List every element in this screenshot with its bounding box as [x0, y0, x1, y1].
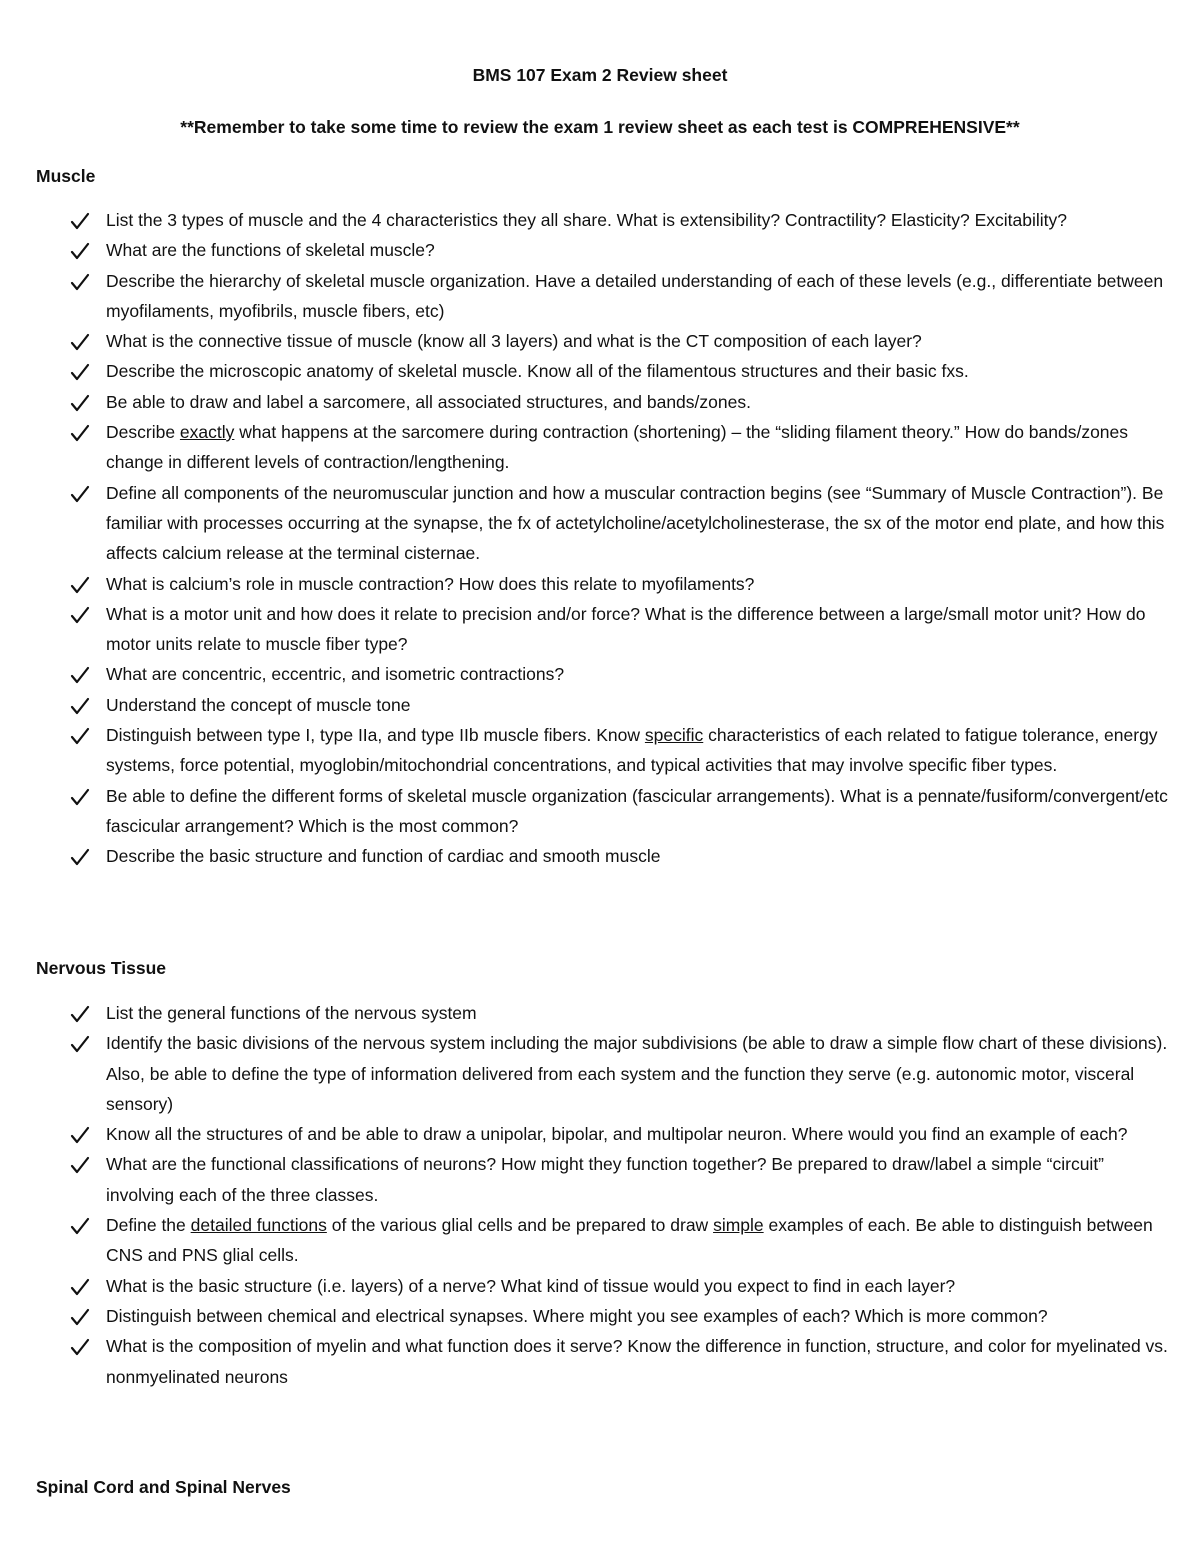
list-item-text: List the general functions of the nervous system	[106, 1003, 477, 1023]
checkmark-icon	[70, 720, 92, 750]
list-item-text: What are concentric, eccentric, and isometric contractions?	[106, 664, 565, 685]
list-item-text: Understand the concept of muscle tone	[106, 694, 411, 715]
checkmark-icon	[70, 326, 92, 356]
checkmark-icon	[70, 1301, 92, 1331]
list-item	[0, 1210, 1200, 1271]
list-item	[0, 659, 1200, 689]
list-item	[0, 1149, 1200, 1210]
list-item	[0, 266, 1200, 327]
list-item-text: What are the functional classifications of neurons? How might they function together? Be prepared to draw/label a simple “circuit” involving each of the three classes.	[106, 1154, 1105, 1205]
checkmark-icon	[70, 659, 92, 689]
list-item-text: What is a motor unit and how does it relate to precision and/or force? What is the difference between a large/small motor unit? How do motor units relate to muscle fiber type?	[106, 603, 1146, 655]
checkmark-icon	[70, 841, 92, 871]
emphasis-underline: simple	[713, 1215, 764, 1236]
emphasis-underline: exactly	[179, 422, 235, 443]
list-item-text: Identify the basic divisions of the nervous system including the major subdivisions (be able to draw a simple flow chart of these divisions). Also, be able to define the type of information delivered from each system and the function they serve (e.g. autonomic motor, visceral sensory)	[106, 1033, 1168, 1114]
emphasis-underline: detailed functions	[190, 1215, 327, 1236]
list-item	[0, 841, 1200, 871]
list-item	[0, 235, 1200, 265]
checkmark-icon	[70, 387, 92, 417]
list-item	[0, 690, 1200, 720]
checkmark-icon	[70, 1149, 92, 1179]
checkmark-icon	[70, 599, 92, 629]
page-title: BMS 107 Exam 2 Review sheet	[472, 65, 728, 85]
list-item-text: Describe the microscopic anatomy of skeletal muscle. Know all of the filamentous structures and their basic fxs.	[106, 361, 969, 382]
checkmark-icon	[70, 998, 92, 1028]
list-item	[0, 356, 1200, 386]
list-item	[0, 720, 1200, 781]
list-item-text: What is the basic structure (i.e. layers) of a nerve? What kind of tissue would you expect to find in each layer?	[106, 1275, 956, 1296]
section-heading-muscle: Muscle	[36, 166, 96, 186]
list-item-text: Describe the basic structure and function of cardiac and smooth muscle	[106, 846, 661, 867]
checkmark-icon	[70, 417, 92, 447]
page-subtitle: **Remember to take some time to review the exam 1 review sheet as each test is COMPREHENSIVE**	[180, 117, 1020, 137]
checkmark-icon	[70, 781, 92, 811]
list-item	[0, 205, 1200, 235]
list-item-text: Define all components of the neuromuscular junction and how a muscular contraction begins (see “Summary of Muscle Contraction”). Be familiar with processes occurring at the synapse, the fx of actetylcholine/acetylcholinesterase, the sx of the motor end plate, and how this affects calcium release at the terminal cisternae.	[106, 482, 1165, 564]
list-item	[0, 1119, 1200, 1149]
checkmark-icon	[70, 235, 92, 265]
list-item-text: Be able to define the different forms of skeletal muscle organization (fascicular arrangements). What is a pennate/fusiform/convergent/etc fascicular arrangement? Which is the most common?	[106, 785, 1168, 836]
section-heading-spinal-cord: Spinal Cord and Spinal Nerves	[36, 1477, 291, 1497]
list-item-text: Know all the structures of and be able to draw a unipolar, bipolar, and multipolar neuron. Where would you find an example of each?	[106, 1124, 1128, 1145]
list-item	[0, 1271, 1200, 1301]
list-item-text: List the 3 types of muscle and the 4 characteristics they all share. What is extensibility? Contractility? Elasticity? Excitability?	[106, 210, 1067, 230]
list-item	[0, 417, 1200, 478]
list-item-text-end: characteristics of each related to fatigue tolerance, energy systems, force potential, myoglobin/mitochondrial concentrations, and typical activities that may involve specific fiber types.	[106, 725, 1158, 776]
muscle-checklist	[0, 205, 1200, 872]
checkmark-icon	[70, 1119, 92, 1149]
checkmark-icon	[70, 690, 92, 720]
list-item	[0, 1331, 1200, 1392]
checkmark-icon	[70, 478, 92, 508]
list-item-text-start: Distinguish between type I, type IIa, and type IIb muscle fibers. Know	[106, 725, 645, 746]
list-item-text: What is calcium’s role in muscle contraction? How does this relate to myofilaments?	[106, 573, 755, 594]
checkmark-icon	[70, 1271, 92, 1301]
list-item	[0, 387, 1200, 417]
list-item-text-start: Define the	[106, 1215, 191, 1236]
list-item-text: What is the composition of myelin and what function does it serve? Know the difference in function, structure, and color for myelinated vs. nonmyelinated neurons	[106, 1336, 1168, 1387]
list-item-text: What are the functions of skeletal muscle?	[106, 240, 435, 261]
list-item-text: What is the connective tissue of muscle (know all 3 layers) and what is the CT composition of each layer?	[106, 331, 922, 352]
list-item	[0, 781, 1200, 842]
list-item-text: Describe the hierarchy of skeletal muscle organization. Have a detailed understanding of each of these levels (e.g., differentiate between myofilaments, myofibrils, muscle fibers, etc)	[106, 270, 1164, 321]
list-item	[0, 326, 1200, 356]
list-item	[0, 1301, 1200, 1331]
list-item-text-end: what happens at the sarcomere during contraction (shortening) – the “sliding filament theory.” How do bands/zones change in different levels of contraction/lengthening.	[106, 422, 1129, 473]
checkmark-icon	[70, 569, 92, 599]
list-item-text-end: examples of each. Be able to distinguish between CNS and PNS glial cells.	[106, 1215, 1153, 1266]
checkmark-icon	[70, 205, 92, 235]
list-item-text: Distinguish between chemical and electrical synapses. Where might you see examples of each? Which is more common?	[106, 1305, 1048, 1326]
nervous-tissue-checklist	[0, 998, 1200, 1392]
list-item-text-start: Describe	[106, 422, 180, 443]
list-item	[0, 599, 1200, 660]
list-item	[0, 569, 1200, 599]
list-item	[0, 478, 1200, 569]
checkmark-icon	[70, 1210, 92, 1240]
section-heading-nervous-tissue: Nervous Tissue	[36, 958, 167, 978]
list-item-text-middle: of the various glial cells and be prepared to draw	[326, 1215, 714, 1236]
checkmark-icon	[70, 266, 92, 296]
checkmark-icon	[70, 1331, 92, 1361]
checkmark-icon	[70, 1028, 92, 1058]
list-item	[0, 1028, 1200, 1119]
list-item-text: Be able to draw and label a sarcomere, all associated structures, and bands/zones.	[106, 391, 751, 412]
checkmark-icon	[70, 356, 92, 386]
list-item	[0, 998, 1200, 1028]
emphasis-underline: specific	[644, 725, 704, 746]
